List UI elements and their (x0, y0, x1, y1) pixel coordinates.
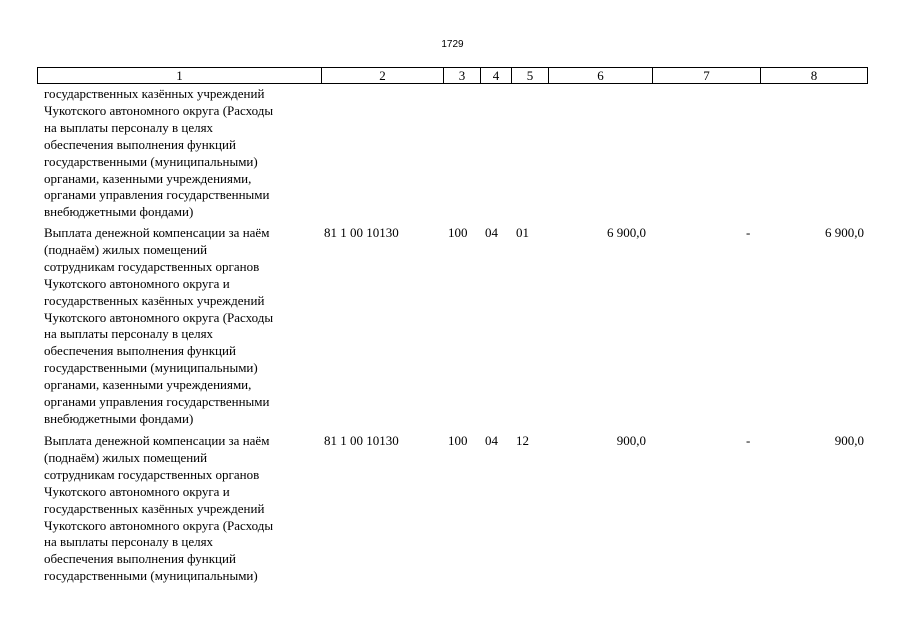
amount-col-6: 6 900,0 (607, 225, 646, 240)
header-col-7: 7 (652, 68, 760, 83)
description-line: Чукотского автономного округа и (44, 483, 230, 499)
section-code: 04 (485, 433, 498, 448)
header-col-6: 6 (548, 68, 652, 83)
target-article-code: 81 1 00 10130 (324, 433, 399, 448)
description-line: Чукотского автономного округа (Расходы (44, 517, 274, 533)
expense-type-code: 100 (448, 433, 468, 448)
description-line: государственными (муниципальными) (44, 568, 258, 584)
row-description (44, 433, 324, 585)
description-line: государственных казённых учреждений (44, 292, 265, 308)
description-line: сотрудникам государственных органов (44, 466, 260, 482)
description-line: (поднаём) жилых помещений (44, 241, 208, 257)
header-col-2: 2 (321, 68, 443, 83)
description-line: Выплата денежной компенсации за наём (44, 433, 270, 448)
description-line: Чукотского автономного округа (Расходы (44, 102, 274, 118)
description-line: государственных казённых учреждений (44, 86, 265, 101)
description-line: сотрудникам государственных органов (44, 258, 260, 274)
description-line: Чукотского автономного округа и (44, 275, 230, 291)
amount-col-7: - (746, 225, 751, 240)
section-code: 04 (485, 225, 498, 240)
description-line: государственными (муниципальными) (44, 153, 258, 169)
description-line: органами, казенными учреждениями, (44, 377, 252, 393)
description-line: обеспечения выполнения функций (44, 136, 236, 152)
amount-col-7: - (746, 433, 751, 448)
header-col-1: 1 (176, 68, 183, 83)
description-line: Выплата денежной компенсации за наём (44, 225, 270, 240)
table-header-row (37, 67, 868, 84)
amount-col-8: 900,0 (834, 433, 864, 448)
description-line: на выплаты персоналу в целях (44, 326, 214, 342)
description-line: органами управления государственными (44, 187, 270, 203)
description-line: органами, казенными учреждениями, (44, 170, 252, 186)
description-line: органами управления государственными (44, 394, 270, 410)
description-line: внебюджетными фондами) (44, 204, 194, 220)
description-line: государственными (муниципальными) (44, 360, 258, 376)
header-col-5: 5 (511, 68, 548, 83)
description-line: (поднаём) жилых помещений (44, 449, 208, 465)
target-article-code: 81 1 00 10130 (324, 225, 399, 240)
amount-col-8: 6 900,0 (825, 225, 864, 240)
description-line: на выплаты персоналу в целях (44, 119, 214, 135)
expense-type-code: 100 (448, 225, 468, 240)
description-line: внебюджетными фондами) (44, 410, 194, 426)
header-col-8: 8 (760, 68, 867, 83)
subsection-code: 01 (516, 225, 529, 240)
subsection-code: 12 (516, 433, 529, 448)
description-line: государственных казённых учреждений (44, 500, 265, 516)
amount-col-6: 900,0 (616, 433, 646, 448)
description-line: Чукотского автономного округа (Расходы (44, 309, 274, 325)
row-description (44, 86, 324, 221)
description-line: обеспечения выполнения функций (44, 343, 236, 359)
header-col-3: 3 (443, 68, 480, 83)
row-description (44, 225, 324, 428)
header-col-4: 4 (480, 68, 511, 83)
page-number: 1729 (441, 39, 464, 50)
description-line: на выплаты персоналу в целях (44, 534, 214, 550)
description-line: обеспечения выполнения функций (44, 551, 236, 567)
